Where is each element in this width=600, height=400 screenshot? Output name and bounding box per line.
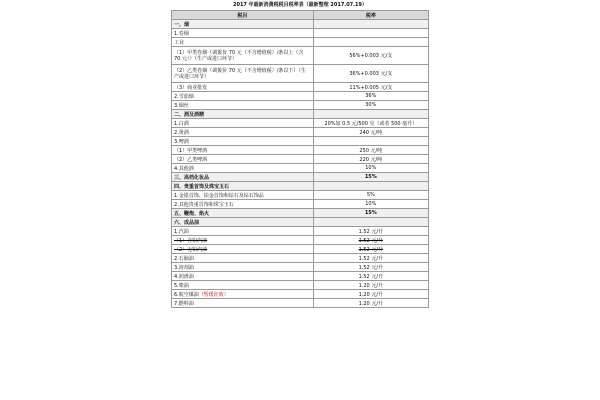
tax-item-cell [172, 164, 314, 173]
tax-item-text: 3.烟丝 [174, 102, 189, 109]
document-title: 2017 年最新消费税税目税率表（最新整理 2017.07.19） [232, 2, 368, 8]
table-row [172, 272, 429, 281]
tax-item-text: 3.啤酒 [174, 138, 189, 145]
table-row [172, 281, 429, 290]
tax-rate-cell [313, 191, 428, 200]
table-row [172, 92, 429, 101]
table-row [172, 137, 429, 146]
tax-rate-text: 1.52 元/升 [358, 246, 384, 253]
tax-item-cell [172, 119, 314, 128]
tax-rate-text: 1.20 元/升 [358, 300, 384, 307]
tax-item-cell [172, 263, 314, 272]
tax-rate-text: 1.52 元/升 [358, 237, 384, 244]
tax-item-cell [172, 38, 314, 47]
tax-rate-text: 56%+0.003 元/支 [349, 52, 393, 59]
tax-item-text: 4.润滑油 [174, 273, 194, 280]
tax-item-text: （2）无铅汽油 [174, 246, 208, 253]
tax-rate-text: 36%+0.003 元/支 [349, 70, 393, 77]
tax-item-text: 5.柴油 [174, 282, 189, 289]
table-row [172, 119, 429, 128]
tax-item-cell [172, 272, 314, 281]
tax-item-text: 2.其他贵重首饰和珠宝玉石 [174, 201, 234, 208]
table-row [172, 254, 429, 263]
tax-rate-cell [313, 263, 428, 272]
tax-item-cell [172, 92, 314, 101]
tax-item-cell [172, 182, 314, 191]
table-header-row [172, 11, 429, 20]
table-row [172, 128, 429, 137]
tax-item-text: （1）甲类卷烟（调拨价 70 元（不含增值税）/条以上（含 70 元））（生产或进口环节） [174, 49, 304, 62]
tax-item-cell [172, 47, 314, 65]
tax-rate-cell [313, 20, 428, 29]
table-section-row [172, 173, 429, 182]
tax-rate-cell [313, 83, 428, 92]
tax-rate-text: 250 元/吨 [359, 147, 383, 154]
tax-rate-cell [313, 137, 428, 146]
tax-rate-cell [313, 155, 428, 164]
table-row [172, 227, 429, 236]
tax-rate-cell [313, 65, 428, 83]
tax-item-text: 二、酒及酒精 [174, 111, 205, 118]
tax-rate-cell [313, 254, 428, 263]
tax-item-cell [172, 173, 314, 182]
tax-rate-text: 5% [366, 192, 375, 198]
tax-rate-cell [313, 236, 428, 245]
tax-item-text: 2.雪茄烟 [174, 93, 194, 100]
table-row [172, 164, 429, 173]
tax-item-text: 6.航空煤油 [174, 291, 199, 298]
tax-item-text: 2.黄酒 [174, 129, 189, 136]
table-row [172, 236, 429, 245]
table-row [172, 83, 429, 92]
tax-item-text: 4.其他酒 [174, 165, 194, 172]
tax-item-cell [172, 227, 314, 236]
tax-rate-cell [313, 272, 428, 281]
tax-item-text: 1.金银首饰、铂金首饰和钻石及钻石饰品 [174, 192, 264, 199]
tax-rate-cell [313, 38, 428, 47]
tax-rate-text: 1.52 元/升 [358, 255, 384, 262]
tax-rate-cell [313, 227, 428, 236]
tax-item-text: 1.汽油 [174, 228, 189, 235]
tax-rate-cell [313, 290, 428, 299]
tax-item-text: （3）商业批发 [174, 84, 208, 91]
tax-rate-cell [313, 164, 428, 173]
tax-rate-text: 11%+0.005 元/支 [349, 84, 393, 91]
table-row [172, 47, 429, 65]
header-rate: 税率 [313, 11, 428, 20]
tax-item-cell [172, 299, 314, 308]
tax-rate-text: 1.52 元/升 [358, 264, 384, 271]
tax-item-cell [172, 236, 314, 245]
tax-item-text: 工业 [174, 39, 185, 46]
tax-rate-cell [313, 101, 428, 110]
tax-item-text: （1）甲类啤酒 [174, 147, 208, 154]
tax-rate-cell [313, 47, 428, 65]
tax-item-text: （2）乙类啤酒 [174, 156, 208, 163]
tax-item-cell [172, 128, 314, 137]
tax-item-text: 一、烟 [174, 21, 190, 28]
tax-rate-cell [313, 200, 428, 209]
table-row [172, 155, 429, 164]
tax-item-cell [172, 209, 314, 218]
tax-rate-cell [313, 218, 428, 227]
tax-item-cell [172, 65, 314, 83]
tax-rate-cell [313, 110, 428, 119]
tax-item-cell [172, 101, 314, 110]
tax-item-cell [172, 29, 314, 38]
tax-item-text: 四、贵重首饰及珠宝玉石 [174, 183, 230, 190]
tax-item-text: （1）含铅汽油 [174, 237, 208, 244]
table-row [172, 38, 429, 47]
tax-rate-text: 1.52 元/升 [358, 228, 384, 235]
table-section-row [172, 110, 429, 119]
table-row [172, 263, 429, 272]
tax-rate-text: 1.20 元/升 [358, 291, 384, 298]
table-section-row [172, 218, 429, 227]
tax-item-cell [172, 83, 314, 92]
tax-rate-cell [313, 128, 428, 137]
tax-item-cell [172, 137, 314, 146]
tax-rate-text: 240 元/吨 [359, 129, 383, 136]
tax-item-text: 1.卷烟 [174, 30, 189, 37]
table-row [172, 29, 429, 38]
tax-rate-cell [313, 119, 428, 128]
tax-rate-cell [313, 281, 428, 290]
table-section-row [172, 182, 429, 191]
tax-item-cell [172, 281, 314, 290]
tax-item-cell [172, 245, 314, 254]
tax-rate-text: 30% [365, 102, 377, 108]
tax-rate-cell [313, 146, 428, 155]
tax-item-note: （暂缓征收） [198, 291, 229, 298]
table-row [172, 65, 429, 83]
table-row [172, 245, 429, 254]
tax-item-text: 六、成品油 [174, 219, 200, 226]
tax-rate-cell [313, 299, 428, 308]
tax-rate-text: 10% [365, 201, 377, 207]
tax-item-text: 五、鞭炮、焰火 [174, 210, 210, 217]
tax-rate-text: 1.52 元/升 [358, 273, 384, 280]
tax-item-cell [172, 290, 314, 299]
tax-item-cell [172, 254, 314, 263]
tax-item-text: 1.白酒 [174, 120, 189, 127]
tax-rate-cell [313, 29, 428, 38]
table-section-row [172, 20, 429, 29]
tax-item-cell [172, 20, 314, 29]
tax-rate-text: 15% [364, 174, 377, 180]
tax-item-cell [172, 110, 314, 119]
table-row [172, 146, 429, 155]
table-row [172, 290, 429, 299]
table-row [172, 299, 429, 308]
tax-item-text: 三、高档化妆品 [174, 174, 210, 181]
tax-rate-text: 15% [364, 210, 377, 216]
tax-rate-table [171, 10, 429, 308]
tax-rate-text: 1.20 元/升 [358, 282, 384, 289]
tax-rate-text: 36% [365, 93, 377, 99]
header-item: 税目 [172, 11, 314, 20]
tax-rate-text: 10% [365, 165, 377, 171]
tax-item-text: 3.溶剂油 [174, 264, 194, 271]
tax-item-cell [172, 200, 314, 209]
tax-item-cell [172, 155, 314, 164]
tax-rate-cell [313, 245, 428, 254]
tax-item-text: （2）乙类卷烟（调拨价 70 元（不含增值税）/条以下）（生产或进口环节） [174, 67, 306, 80]
document-page [171, 1, 429, 399]
table-row [172, 101, 429, 110]
tax-item-text: 2.石脑油 [174, 255, 194, 262]
tax-rate-cell [313, 173, 428, 182]
tax-rate-text: 220 元/吨 [359, 156, 383, 163]
tax-rate-cell [313, 92, 428, 101]
tax-item-text: 7.燃料油 [174, 300, 194, 307]
tax-rate-cell [313, 209, 428, 218]
tax-item-cell [172, 191, 314, 200]
tax-item-cell [172, 146, 314, 155]
table-row [172, 200, 429, 209]
tax-item-cell [172, 218, 314, 227]
tax-rate-cell [313, 182, 428, 191]
table-section-row [172, 209, 429, 218]
tax-rate-text: 20%加 0.5 元/500 克（或者 500 毫升） [324, 120, 418, 127]
table-row [172, 191, 429, 200]
